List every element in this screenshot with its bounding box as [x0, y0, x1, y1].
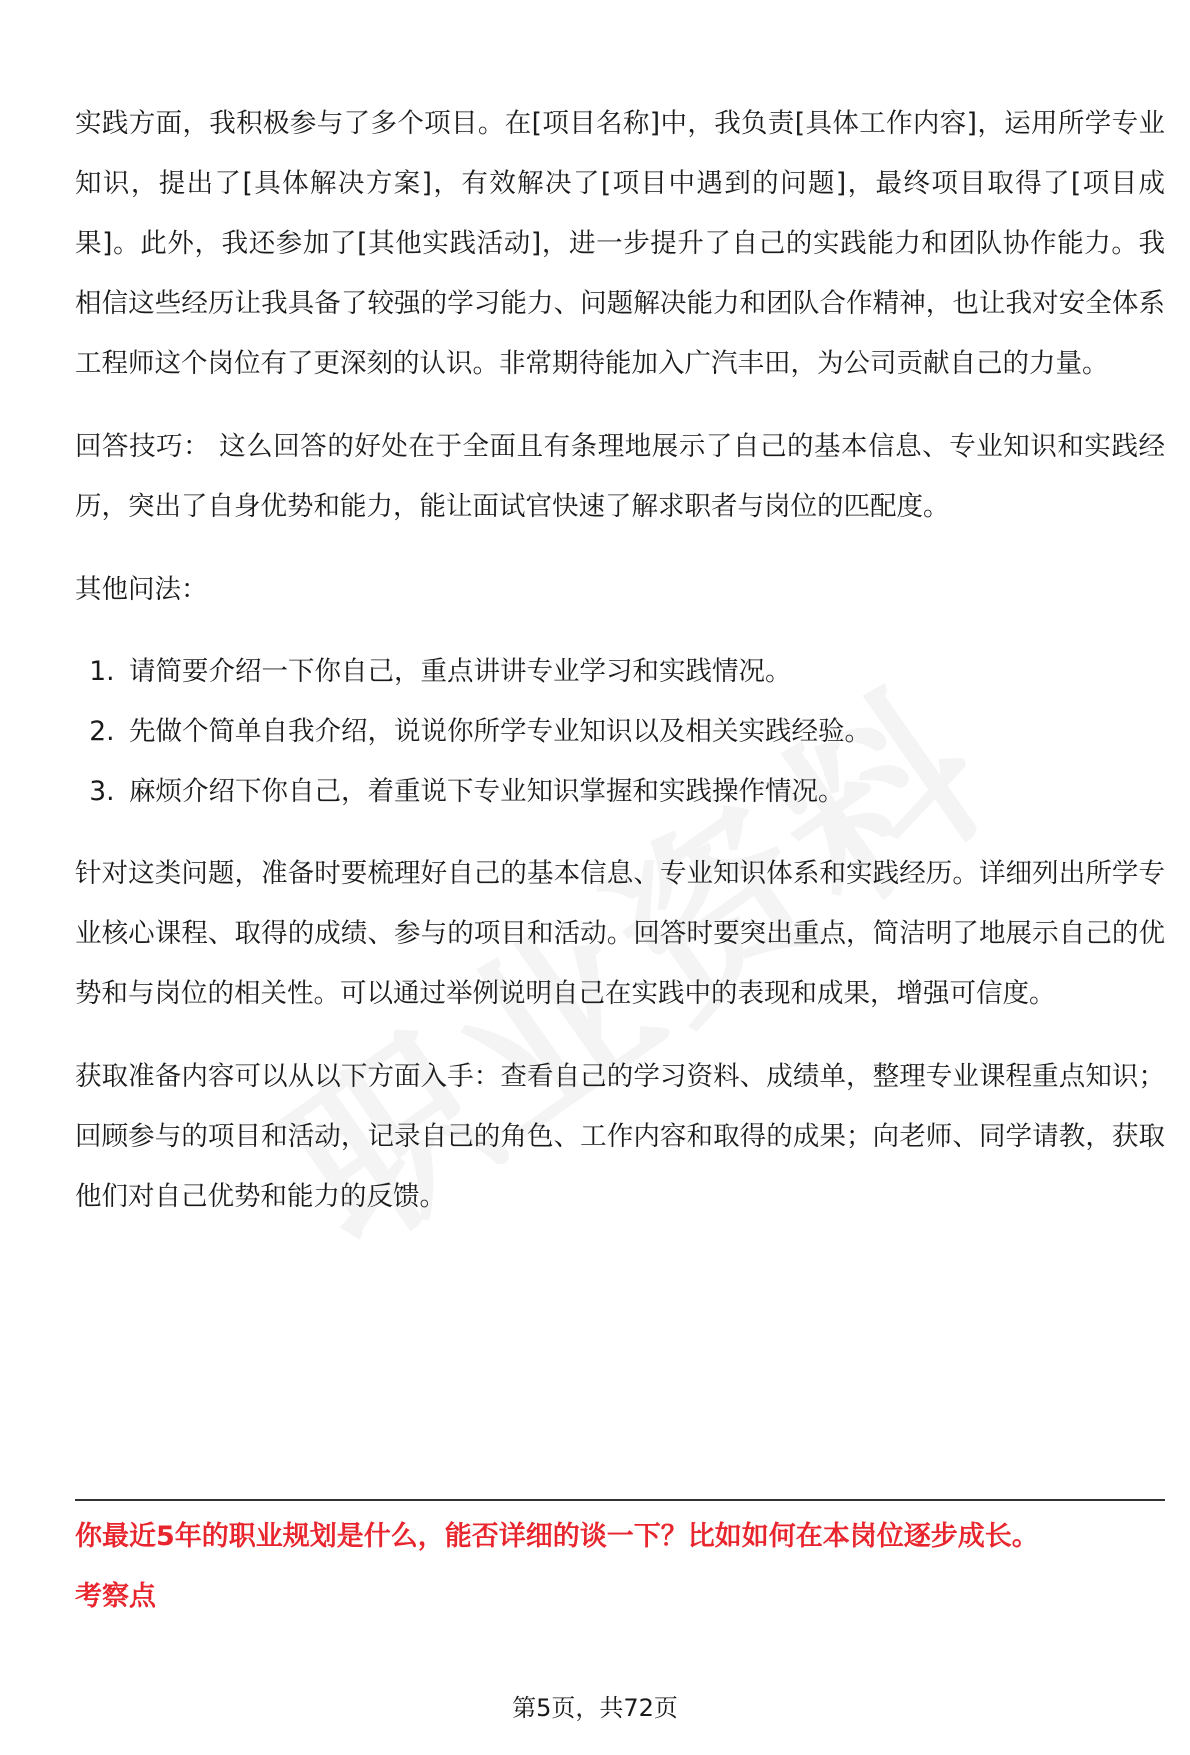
practice-paragraph: 实践方面，我积极参与了多个项目。在[项目名称]中，我负责[具体工作内容]，运用所学专业知识，提出了[具体解决方案]，有效解决了[项目中遇到的问题]，最终项目取得了[项目成果]。此外，我还参加了[其他实践活动]，进一步提升了自己的实践能力和团队协作能力。我相信这些经历让我具备了较强的学习能力、问题解决能力和团队合作精神，也让我对安全体系工程师这个岗位有了更深刻的认识。非常期待能加入广汽丰田，为公司贡献自己的力量。	[75, 108, 1165, 379]
sources-paragraph: 获取准备内容可以从以下方面入手：查看自己的学习资料、成绩单，整理专业课程重点知识；回顾参与的项目和活动，记录自己的角色、工作内容和取得的成果；向老师、同学请教，获取他们对自己优势和能力的反馈。	[75, 1061, 1165, 1212]
next-question-title: 你最近5年的职业规划是什么，能否详细的谈一下？比如如何在本岗位逐步成长。	[75, 1521, 1039, 1552]
list-item: 3. 麻烦介绍下你自己，着重说下专业知识掌握和实践操作情况。	[123, 762, 1165, 822]
document-body	[75, 94, 1165, 1227]
section-divider	[75, 1499, 1165, 1501]
preparation-paragraph: 针对这类问题，准备时要梳理好自己的基本信息、专业知识体系和实践经历。详细列出所学专业核心课程、取得的成绩、参与的项目和活动。回答时要突出重点，简洁明了地展示自己的优势和与岗位的相关性。可以通过举例说明自己在实践中的表现和成果，增强可信度。	[75, 858, 1165, 1009]
other-questions-list	[75, 642, 1165, 822]
other-questions-label: 其他问法：	[75, 574, 208, 605]
list-item: 2. 先做个简单自我介绍，说说你所学专业知识以及相关实践经验。	[123, 702, 1165, 762]
list-item: 1. 请简要介绍一下你自己，重点讲讲专业学习和实践情况。	[123, 642, 1165, 702]
page-footer: 第5页，共72页	[512, 1694, 678, 1722]
exam-point-heading: 考察点	[75, 1581, 156, 1612]
answer-tip-paragraph: 回答技巧： 这么回答的好处在于全面且有条理地展示了自己的基本信息、专业知识和实践经历，突出了自身优势和能力，能让面试官快速了解求职者与岗位的匹配度。	[75, 431, 1165, 522]
